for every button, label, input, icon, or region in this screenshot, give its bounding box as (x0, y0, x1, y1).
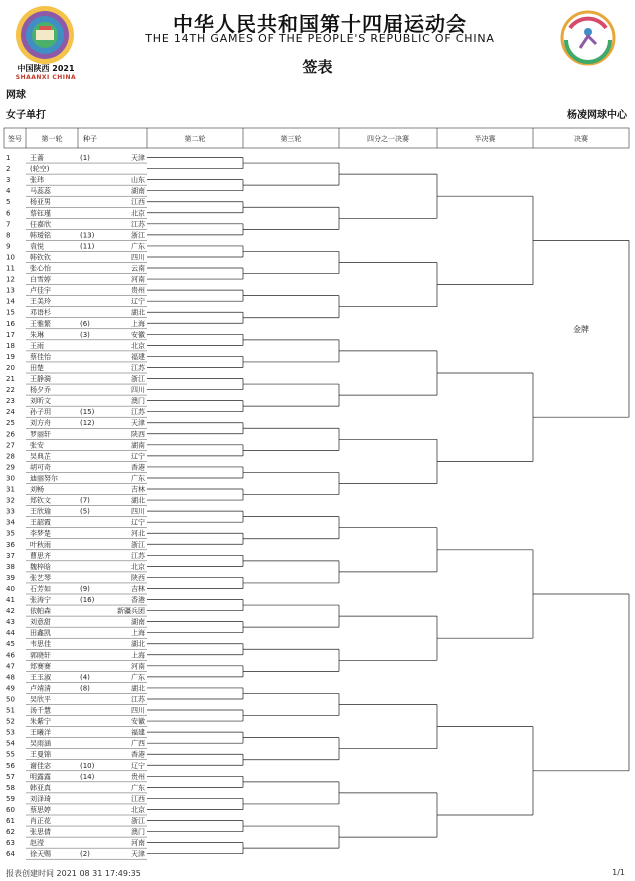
draw-number: 26 (6, 430, 15, 439)
player-name: 郑赛赛 (30, 662, 51, 671)
player-team: 北京 (131, 562, 145, 571)
column-header-6: 四分之一决赛 (367, 135, 409, 143)
player-team: 河北 (131, 529, 145, 538)
draw-number: 19 (6, 352, 15, 361)
player-name: 韩钦钦 (30, 253, 51, 262)
player-name: 刘方舟 (30, 419, 51, 428)
draw-title: 签表 (302, 58, 333, 76)
player-name: 蔡钰瑾 (30, 209, 51, 218)
player-name: 石芳如 (30, 584, 51, 593)
draw-number: 27 (6, 441, 15, 450)
player-name: 马蕊蕊 (30, 187, 51, 196)
games-title: 中华人民共和国第十四届运动会 (173, 12, 467, 36)
draw-number: 12 (6, 275, 15, 284)
player-name: 王蔷 (30, 154, 44, 162)
player-name: 刘意甜 (30, 618, 51, 627)
seed-label: (10) (80, 761, 95, 770)
player-name: 任嘉欣 (30, 220, 51, 229)
draw-number: 16 (6, 319, 15, 328)
player-team: 北京 (131, 805, 145, 814)
player-name: 张心怡 (30, 264, 51, 273)
draw-number: 63 (6, 839, 15, 848)
player-team: 江苏 (131, 551, 145, 560)
draw-number: 6 (6, 209, 11, 218)
player-team: 吉林 (131, 584, 145, 593)
player-name: 蔡思婷 (30, 805, 51, 814)
player-name: 肖正花 (30, 817, 51, 825)
draw-number: 22 (6, 386, 15, 395)
player-team: 广东 (131, 783, 145, 792)
player-team: 湖北 (131, 684, 145, 693)
player-team: 北京 (131, 209, 145, 218)
seed-label: (14) (80, 772, 95, 781)
player-name: 张艺琴 (30, 573, 51, 582)
player-team: 福建 (131, 728, 145, 737)
draw-number: 3 (6, 176, 11, 185)
draw-number: 44 (6, 629, 15, 638)
seed-label: (12) (80, 419, 95, 428)
player-name: 明露露 (30, 772, 51, 781)
player-name: 迪丽努尔 (30, 474, 58, 483)
player-name: 谢佳宓 (30, 761, 51, 770)
draw-number: 34 (6, 518, 15, 527)
column-header-2: 第一轮 (41, 135, 63, 143)
player-team: 上海 (131, 651, 145, 660)
player-team: 四川 (131, 253, 145, 262)
player-team: 广东 (131, 242, 145, 251)
draw-number: 53 (6, 728, 15, 737)
player-team: 香港 (131, 596, 145, 604)
player-team: 河南 (131, 275, 145, 284)
player-name: 王曦洋 (30, 728, 51, 737)
player-name: 王雅繁 (30, 319, 51, 328)
player-name: 韩亚真 (30, 783, 51, 792)
player-name: 赵滢 (30, 839, 44, 848)
player-team: 浙江 (131, 817, 145, 825)
column-header-4: 第二轮 (184, 135, 206, 143)
player-team: 陕西 (131, 430, 145, 439)
draw-number: 36 (6, 540, 15, 549)
player-team: 浙江 (131, 375, 145, 383)
player-name: 刘昕文 (30, 397, 51, 406)
player-name: 韦思佳 (30, 640, 51, 649)
player-name: 王韶霞 (30, 518, 51, 527)
brand-cn: 中国陕西 2021 (17, 64, 75, 73)
draw-number: 47 (6, 662, 15, 671)
player-name: 蔡佳怡 (30, 352, 51, 361)
player-team: 湖北 (131, 308, 145, 317)
draw-number: 38 (6, 562, 15, 571)
player-team: 浙江 (131, 231, 145, 240)
page-number: 1/1 (612, 868, 625, 877)
draw-number: 52 (6, 717, 15, 726)
draw-number: 56 (6, 761, 15, 770)
player-team: 贵州 (131, 286, 145, 295)
draw-number: 17 (6, 330, 15, 339)
column-header-8: 决赛 (574, 135, 588, 143)
player-team: 吉林 (131, 485, 145, 494)
draw-number: 2 (6, 165, 11, 174)
draw-number: 42 (6, 607, 15, 616)
player-team: 湖北 (131, 496, 145, 505)
draw-number: 9 (6, 242, 11, 251)
draw-number: 48 (6, 673, 15, 682)
draw-number: 51 (6, 706, 15, 715)
draw-number: 35 (6, 529, 15, 538)
player-team: 北京 (131, 341, 145, 350)
player-name: 吴典芷 (30, 452, 51, 461)
player-team: 辽宁 (131, 518, 145, 527)
sport-label: 网球 (6, 90, 26, 101)
player-name: 张玮 (30, 176, 44, 185)
seed-label: (6) (80, 319, 90, 328)
column-header-row (4, 128, 629, 148)
player-name: 叶秋雨 (30, 540, 51, 549)
seed-label: (13) (80, 231, 95, 240)
player-team: 浙江 (131, 540, 145, 549)
seed-label: (3) (80, 330, 90, 339)
player-team: 云南 (131, 264, 145, 273)
games-subtitle: THE 14TH GAMES OF THE PEOPLE'S REPUBLIC OF CHINA (145, 32, 495, 45)
draw-number: 13 (6, 286, 15, 295)
player-name: 吴欣平 (30, 695, 51, 704)
draw-number: 64 (6, 850, 15, 859)
player-team: 天津 (131, 154, 145, 162)
draw-number: 21 (6, 375, 15, 383)
player-name: 李梦楚 (30, 529, 51, 538)
player-team: 广东 (131, 673, 145, 682)
player-name: 吴雨涵 (30, 739, 51, 748)
player-name: 朱琳 (30, 330, 44, 339)
player-name: 田鑫凯 (30, 629, 51, 638)
draw-number: 31 (6, 485, 15, 494)
player-name: 杨亚男 (30, 198, 51, 207)
draw-number: 28 (6, 452, 15, 461)
draw-number: 61 (6, 817, 15, 825)
player-name: 王欣瑜 (30, 507, 51, 516)
seed-label: (9) (80, 584, 90, 593)
player-team: 江西 (131, 794, 145, 803)
player-team: 新疆兵团 (117, 607, 145, 616)
player-name: 张涛宁 (30, 596, 51, 604)
draw-number: 30 (6, 474, 15, 483)
player-name: 孙子玥 (30, 408, 51, 417)
player-team: 广东 (131, 474, 145, 483)
player-team: 贵州 (131, 772, 145, 781)
player-name: 胡可奇 (30, 463, 51, 472)
draw-number: 5 (6, 198, 11, 207)
column-header-5: 第三轮 (280, 135, 302, 143)
player-name: 郭晓轩 (30, 651, 51, 660)
player-name: 汤千慧 (30, 706, 51, 715)
draw-number: 58 (6, 783, 15, 792)
player-team: 湖南 (131, 187, 145, 196)
player-name: 韩瑷铭 (30, 231, 51, 240)
draw-number: 18 (6, 341, 15, 350)
seed-label: (4) (80, 673, 90, 682)
draw-number: 59 (6, 794, 15, 803)
player-team: 福建 (131, 352, 145, 361)
player-team: 江苏 (131, 363, 145, 372)
player-team: 江苏 (131, 695, 145, 704)
player-name: 罗丽轩 (30, 430, 51, 439)
player-team: 天津 (131, 419, 145, 428)
draw-number: 24 (6, 408, 15, 417)
draw-number: 54 (6, 739, 15, 748)
player-name: 王曼锦 (30, 750, 51, 759)
draw-number: 45 (6, 640, 15, 649)
column-header-7: 半决赛 (474, 135, 496, 143)
seed-label: (2) (80, 850, 90, 859)
player-team: 上海 (131, 319, 145, 328)
player-team: 湖南 (131, 441, 145, 450)
draw-number: 29 (6, 463, 15, 472)
player-team: 四川 (131, 386, 145, 395)
draw-number: 33 (6, 507, 15, 516)
draw-number: 20 (6, 363, 15, 372)
venue-label: 杨凌网球中心 (567, 110, 627, 121)
player-team: 安徽 (131, 717, 145, 726)
player-team: 辽宁 (131, 761, 145, 770)
draw-number: 32 (6, 496, 15, 505)
report-timestamp: 报表创建时间 2021 08 31 17:49:35 (6, 869, 141, 878)
player-team: 澳门 (131, 397, 145, 406)
player-team: 河南 (131, 839, 145, 848)
seed-label: (15) (80, 408, 95, 417)
player-name: 王静漪 (30, 375, 51, 383)
draw-number: 15 (6, 308, 15, 317)
draw-number: 60 (6, 805, 15, 814)
player-name: 卢靖清 (30, 684, 51, 693)
draw-number: 4 (6, 187, 11, 196)
player-name: 白雪婷 (30, 275, 51, 284)
player-name: 王雨 (30, 341, 44, 350)
player-team: 上海 (131, 629, 145, 638)
player-team: 香港 (131, 750, 145, 759)
draw-number: 10 (6, 253, 15, 262)
column-header-1: 签号 (8, 135, 22, 143)
player-name: 张安 (30, 441, 44, 450)
draw-number: 62 (6, 828, 15, 837)
draw-number: 8 (6, 231, 11, 240)
draw-number: 49 (6, 684, 15, 693)
draw-number: 23 (6, 397, 15, 406)
player-name: 刘畅 (30, 485, 44, 494)
draw-number: 1 (6, 154, 11, 162)
player-team: 天津 (131, 850, 145, 859)
player-name: 徐天赐 (30, 850, 51, 859)
player-team: 河南 (131, 662, 145, 671)
player-name: 依帕森 (30, 607, 51, 616)
draw-number: 11 (6, 264, 15, 273)
player-team: 广西 (131, 739, 145, 748)
draw-number: 55 (6, 750, 15, 759)
player-name: 袁悦 (30, 242, 44, 251)
seed-label: (1) (80, 154, 90, 162)
seed-label: (7) (80, 496, 90, 505)
event-label: 女子单打 (6, 110, 46, 121)
player-name: (轮空) (30, 165, 50, 174)
player-team: 四川 (131, 706, 145, 715)
draw-number: 37 (6, 551, 15, 560)
draw-number: 41 (6, 596, 15, 604)
seed-label: (8) (80, 684, 90, 693)
player-name: 郑钦文 (30, 496, 51, 505)
player-name: 魏梓晗 (30, 562, 51, 571)
player-team: 陕西 (131, 573, 145, 582)
gold-medal-label: 金牌 (573, 324, 589, 334)
draw-number: 39 (6, 573, 15, 582)
draw-number: 50 (6, 695, 15, 704)
draw-number: 7 (6, 220, 11, 229)
brand-en: SHAANXI CHINA (15, 74, 77, 81)
player-name: 邓语杉 (30, 308, 51, 317)
draw-number: 46 (6, 651, 15, 660)
draw-number: 25 (6, 419, 15, 428)
player-name: 田楚 (30, 363, 44, 372)
player-name: 卢佳宇 (30, 286, 51, 295)
player-name: 刘泽琦 (30, 794, 51, 803)
player-name: 张思倩 (30, 828, 51, 837)
draw-number: 14 (6, 297, 15, 306)
player-team: 香港 (131, 463, 145, 472)
player-name: 杨夕乔 (30, 386, 51, 395)
player-team: 江苏 (131, 408, 145, 417)
draw-number: 40 (6, 584, 15, 593)
seed-label: (16) (80, 596, 95, 604)
player-name: 朱紫宁 (30, 717, 51, 726)
seed-label: (11) (80, 242, 95, 251)
draw-number: 43 (6, 618, 15, 627)
column-header-3: 种子 (83, 135, 97, 143)
player-name: 王美玲 (30, 297, 51, 306)
player-team: 山东 (131, 176, 145, 185)
player-team: 湖北 (131, 640, 145, 649)
player-team: 湖南 (131, 618, 145, 627)
player-team: 澳门 (131, 828, 145, 837)
seed-label: (5) (80, 507, 90, 516)
player-name: 曹思齐 (30, 551, 51, 560)
player-name: 王玉淑 (30, 673, 51, 682)
player-team: 江西 (131, 198, 145, 207)
player-team: 四川 (131, 507, 145, 516)
player-team: 辽宁 (131, 297, 145, 306)
draw-number: 57 (6, 772, 15, 781)
player-team: 辽宁 (131, 452, 145, 461)
player-team: 江苏 (131, 220, 145, 229)
player-team: 安徽 (131, 330, 145, 339)
